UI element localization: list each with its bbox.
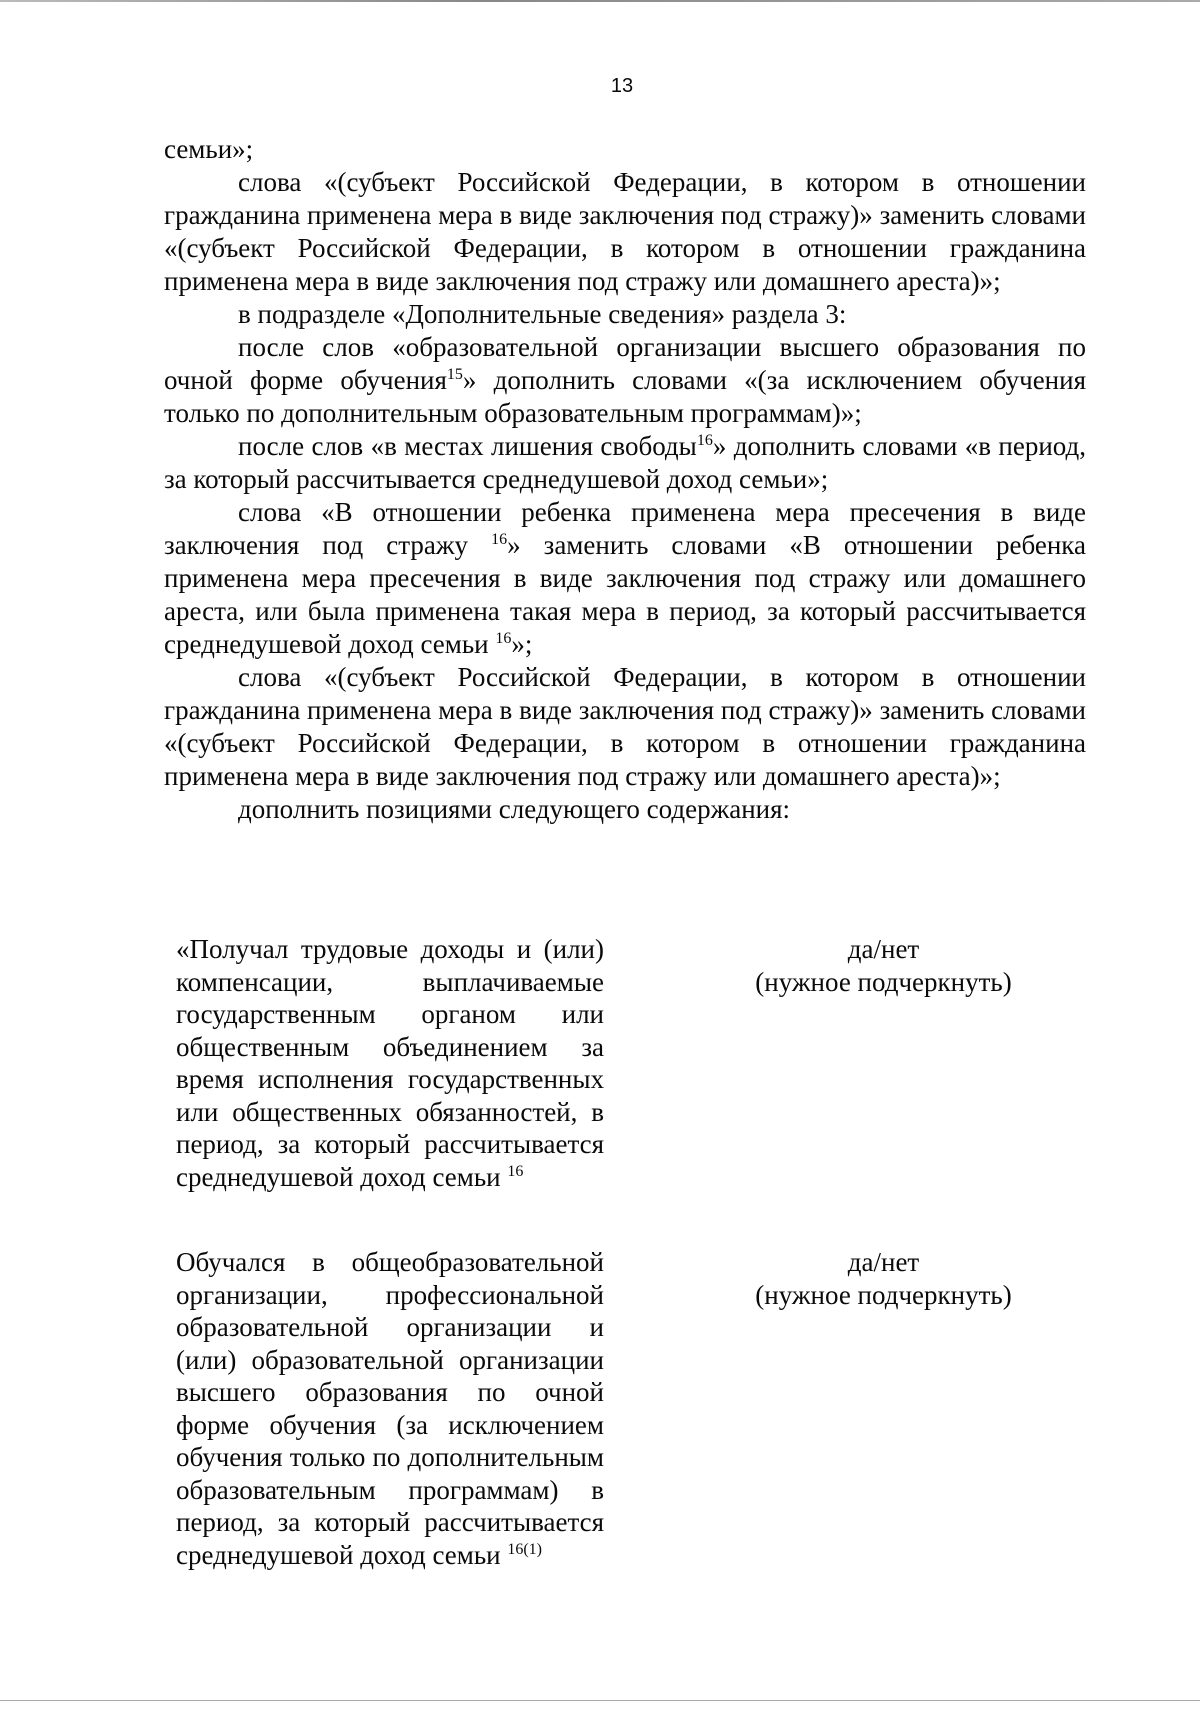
paragraph-text: »;: [511, 629, 533, 659]
paragraph: [164, 496, 1086, 661]
paragraph: [164, 430, 1086, 496]
footnote-ref: 16: [507, 1162, 524, 1180]
answer-note: (нужное подчеркнуть): [755, 1279, 1012, 1310]
document-body: [164, 133, 1086, 826]
question-text: Обучался в общеобразовательной организации, профессиональной образовательной организации и (или) образовательной организации высшего образования по очной форме обучения (за исключением обучения только по дополнительным образовательным программам) в период, за который рассчитывается среднедушевой доход семьи: [176, 1247, 604, 1570]
paragraph: в подразделе «Дополнительные сведения» раздела 3:: [238, 299, 847, 329]
answer-options: да/нет: [847, 934, 920, 964]
scan-edge-bottom: [0, 1700, 1200, 1701]
paragraph: дополнить позициями следующего содержания:: [238, 794, 791, 824]
answer-options: да/нет: [847, 1247, 920, 1277]
question-text: «Получал трудовые доходы и (или) компенсации, выплачиваемые государственным органом или общественным объединением за время исполнения государственных или общественных обязанностей, в период, за который рассчитывается среднедушевой доход семьи: [176, 934, 604, 1192]
footnote-ref: 15: [446, 366, 463, 383]
position-question: [176, 933, 604, 1193]
footnote-ref: 16(1): [507, 1540, 542, 1558]
footnote-ref: 16: [495, 630, 512, 647]
paragraph: слова «(субъект Российской Федерации, в котором в отношении гражданина применена мера в виде заключения под стражу)» заменить словами «(субъект Российской Федерации, в котором в отношении гражданина применена мера в виде заключения под стражу или домашнего ареста)»;: [164, 167, 1086, 296]
position-question: [176, 1246, 604, 1571]
paragraph: [164, 331, 1086, 430]
footnote-ref: 16: [696, 432, 713, 449]
footnote-ref: 16: [491, 531, 508, 548]
paragraph: слова «(субъект Российской Федерации, в котором в отношении гражданина применена мера в виде заключения под стражу)» заменить словами «(субъект Российской Федерации, в котором в отношении гражданина применена мера в виде заключения под стражу или домашнего ареста)»;: [164, 662, 1086, 791]
paragraph-text: после слов «образовательной организации высшего образования по очной форме обучения: [164, 332, 1086, 395]
paragraph: семьи»;: [164, 134, 254, 164]
position-answer: [741, 1246, 1026, 1311]
position-answer: [741, 933, 1026, 998]
paragraph-text: слова «В отношении ребенка применена мера пресечения в виде заключения под стражу: [164, 497, 1086, 560]
answer-note: (нужное подчеркнуть): [755, 966, 1012, 997]
paragraph-text: » дополнить словами «(за исключением обучения только по дополнительным образовательным программам)»;: [164, 365, 1086, 428]
paragraph-text: после слов «в местах лишения свободы: [238, 431, 697, 461]
paragraph-text: » дополнить словами «в период, за который рассчитывается среднедушевой доход семьи»;: [164, 431, 1086, 494]
paragraph-text: » заменить словами «В отношении ребенка применена мера пресечения в виде заключения под стражу или домашнего ареста, или была применена такая мера в период, за который рассчитывается среднедушевой доход семьи: [164, 530, 1086, 659]
page-number: 13: [610, 75, 634, 97]
scan-edge-top: [0, 0, 1200, 2]
